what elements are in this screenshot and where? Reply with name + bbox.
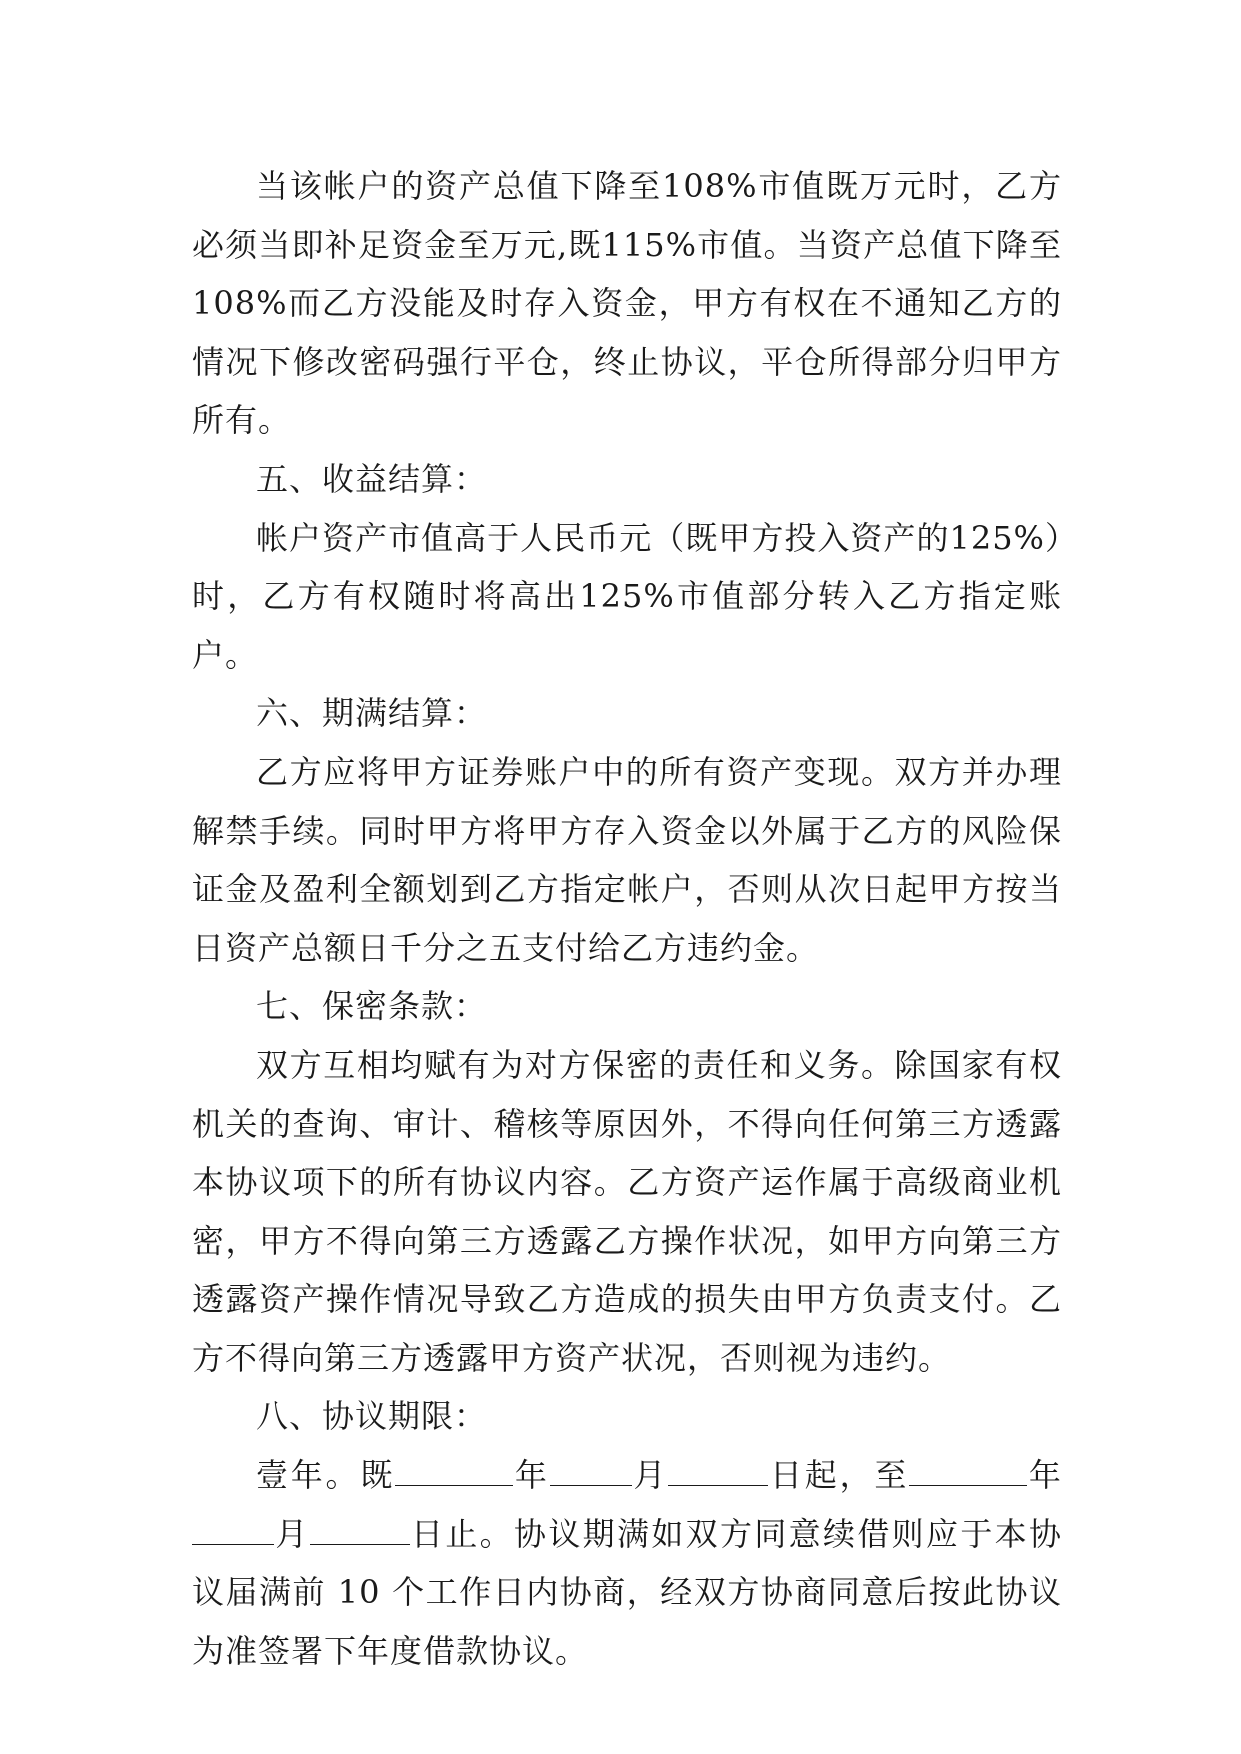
blank-end-month (192, 1510, 274, 1545)
term-text-end-year: 年 (1027, 1456, 1062, 1495)
section-heading-profit-settlement: 五、收益结算： (256, 459, 488, 498)
paragraph-profit-settlement: 帐户资产市值高于人民币元（既甲方投入资产的125%）时，乙方有权随时将高出125%市值部分转入乙方指定账户。 (192, 518, 1062, 674)
paragraph-confidentiality: 双方互相均赋有为对方保密的责任和义务。除国家有权机关的查询、审计、稽核等原因外，不得向任何第三方透露本协议项下的所有协议内容。乙方资产运作属于高级商业机密，甲方不得向第三方透露乙方操作状况，如甲方向第三方透露资产操作情况导致乙方造成的损失由甲方负责支付。乙方不得向第三方透露甲方资产状况，否则视为违约。 (192, 1045, 1062, 1377)
term-text-day-from: 日起，至 (768, 1456, 910, 1495)
term-text-month: 月 (631, 1456, 669, 1495)
blank-start-month (550, 1451, 632, 1486)
section-heading-confidentiality: 七、保密条款： (256, 987, 488, 1026)
section-heading-maturity-settlement: 六、期满结算： (256, 694, 488, 733)
term-text-end: 日止。协议期满如双方同意续借则应于本协议届满前 10 个工作日内协商，经双方协商同意后按此协议为准签署下年度借款协议。 (192, 1514, 1062, 1670)
paragraph-margin-call: 当该帐户的资产总值下降至108%市值既万元时，乙方必须当即补足资金至万元,既115%市值。当资产总值下降至108%而乙方没能及时存入资金，甲方有权在不通知乙方的情况下修改密码强行平仓，终止协议，平仓所得部分归甲方所有。 (192, 167, 1062, 440)
paragraph-agreement-term (192, 1446, 1062, 1680)
term-text-start: 壹年。既 (256, 1456, 396, 1495)
term-text-end-month: 月 (274, 1514, 310, 1553)
document-body (192, 157, 1062, 1680)
paragraph-maturity-settlement: 乙方应将甲方证券账户中的所有资产变现。双方并办理解禁手续。同时甲方将甲方存入资金以外属于乙方的风险保证金及盈利全额划到乙方指定帐户，否则从次日起甲方按当日资产总额日千分之五支付给乙方违约金。 (192, 752, 1062, 967)
term-text-year: 年 (513, 1456, 550, 1495)
blank-end-day (310, 1510, 410, 1545)
blank-start-year (395, 1451, 513, 1486)
blank-start-day (668, 1451, 768, 1486)
blank-end-year (909, 1451, 1027, 1486)
section-heading-agreement-term: 八、协议期限： (256, 1397, 488, 1436)
